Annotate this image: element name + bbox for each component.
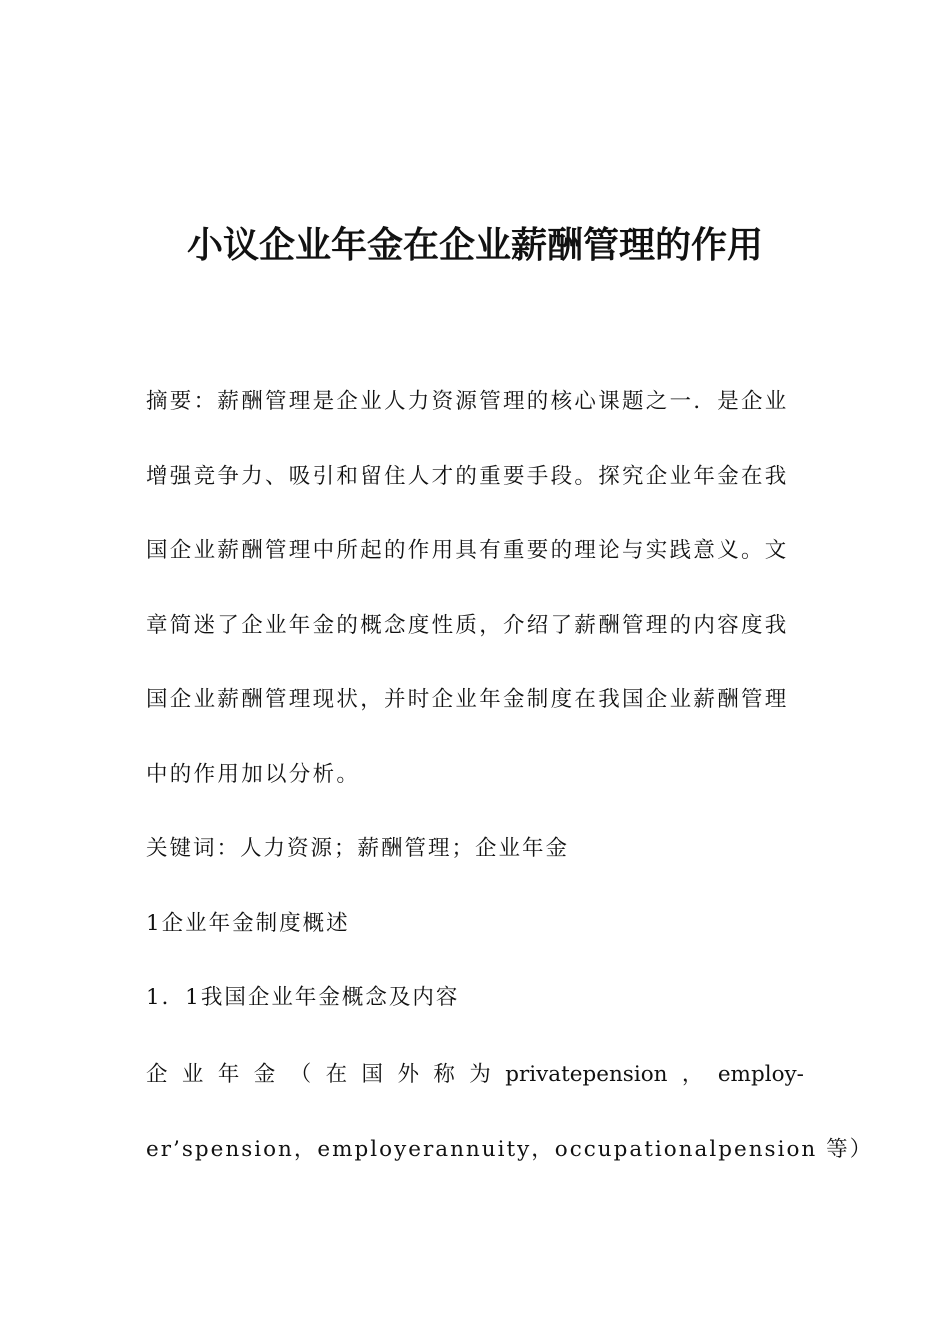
abstract-line: 摘要：薪酬管理是企业人力资源管理的核心课题之一．是企业 xyxy=(146,389,789,414)
para-word: 企 xyxy=(146,1062,168,1087)
para-word: ， xyxy=(681,1062,704,1087)
para-word: 国 xyxy=(361,1062,384,1087)
para-word: 外 xyxy=(397,1062,419,1087)
para-word: employ- xyxy=(717,1062,804,1087)
abstract-line: 国企业薪酬管理现状，并时企业年金制度在我国企业薪酬管理 xyxy=(146,687,789,712)
subsection-heading: 1．1我国企业年金概念及内容 xyxy=(146,985,460,1010)
paragraph-line: er’spension，employerannuity，occupationalpension 等） xyxy=(146,1137,874,1162)
para-word: 年 xyxy=(217,1062,240,1087)
abstract-line: 国企业薪酬管理中所起的作用具有重要的理论与实践意义。文 xyxy=(146,538,789,563)
para-word: 金 xyxy=(253,1062,276,1087)
para-word: privatepension xyxy=(505,1062,668,1087)
abstract-line: 增强竞争力、吸引和留住人才的重要手段。探究企业年金在我 xyxy=(146,463,789,489)
para-word: 为 xyxy=(469,1062,491,1087)
abstract-line: 中的作用加以分析。 xyxy=(146,761,361,787)
abstract-line: 章简迷了企业年金的概念度性质，介绍了薪酬管理的内容度我 xyxy=(146,612,789,638)
keywords-line: 关键词：人力资源；薪酬管理；企业年金 xyxy=(146,836,570,861)
para-word: 业 xyxy=(181,1062,204,1087)
section-heading: 1企业年金制度概述 xyxy=(146,911,350,936)
para-word: 称 xyxy=(433,1062,455,1087)
paragraph-line xyxy=(146,1055,804,1095)
para-word: 在 xyxy=(325,1062,348,1087)
document-title: 小议企业年金在企业薪酬管理的作用 xyxy=(186,225,763,266)
para-word: （ xyxy=(289,1062,312,1087)
abstract xyxy=(146,365,804,812)
